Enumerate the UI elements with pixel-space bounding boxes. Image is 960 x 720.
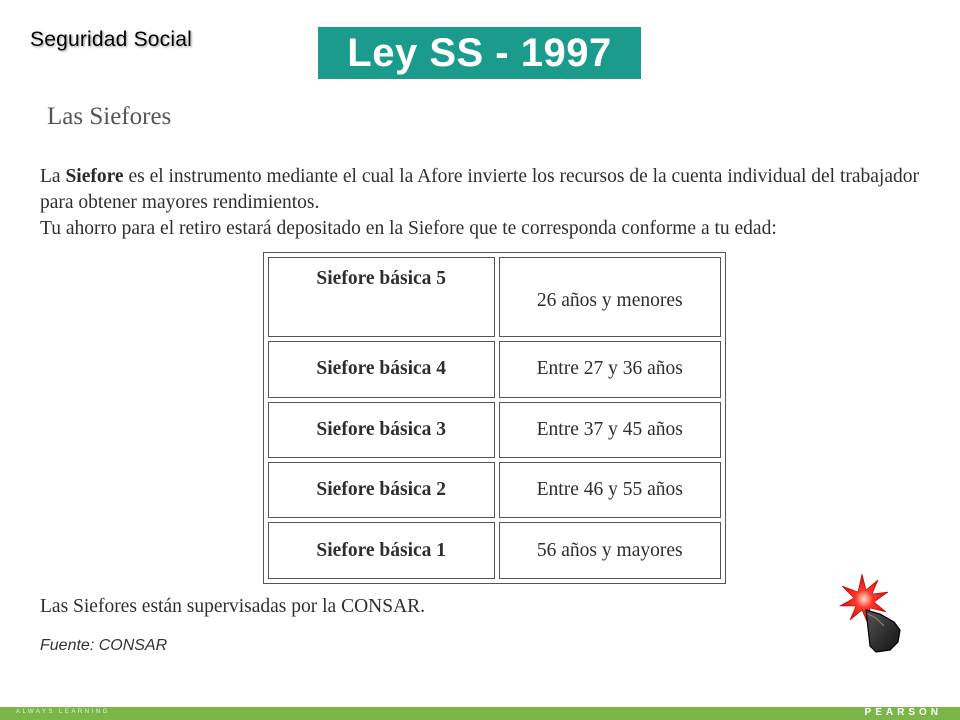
siefore-table [263, 252, 726, 584]
content-heading: Las Siefores [47, 103, 172, 130]
siefore-name: Siefore básica 1 [268, 522, 495, 579]
slide-title: Ley SS - 1997 [347, 30, 612, 75]
age-range: 56 años y mayores [499, 522, 722, 579]
table-row [268, 522, 721, 579]
table-row [268, 462, 721, 518]
footer-bar [0, 707, 960, 720]
intro-text-rest: es el instrumento mediante el cual la Afore invierte los recursos de la cuenta individual del trabajador para obtener mayores rendimientos. [40, 166, 920, 213]
table-row [268, 341, 721, 397]
table-row [268, 257, 721, 337]
intro-paragraph-2: Tu ahorro para el retiro estará depositado en la Siefore que te corresponda conforme a tu edad: [40, 218, 777, 239]
siefore-name: Siefore básica 3 [268, 402, 495, 458]
age-range: Entre 27 y 36 años [499, 341, 722, 397]
intro-text [40, 164, 945, 242]
section-label: Seguridad Social [30, 28, 192, 51]
intro-paragraph-1 [40, 164, 945, 216]
age-range: Entre 37 y 45 años [499, 402, 722, 458]
cursor-click-icon[interactable] [836, 574, 902, 656]
footer-tagline: ALWAYS LEARNING [16, 709, 110, 715]
intro-text-start: La [40, 166, 66, 187]
source-note: Fuente: CONSAR [40, 637, 168, 654]
siefore-name: Siefore básica 5 [268, 257, 495, 337]
siefore-name: Siefore básica 2 [268, 462, 495, 518]
brand-logo: PEARSON [864, 707, 942, 718]
table-row [268, 402, 721, 458]
siefore-term: Siefore [65, 166, 124, 187]
title-banner [318, 27, 641, 79]
age-range: 26 años y menores [499, 257, 722, 337]
supervision-note: Las Siefores están supervisadas por la CONSAR. [40, 596, 426, 617]
age-range: Entre 46 y 55 años [499, 462, 722, 518]
siefore-name: Siefore básica 4 [268, 341, 495, 397]
